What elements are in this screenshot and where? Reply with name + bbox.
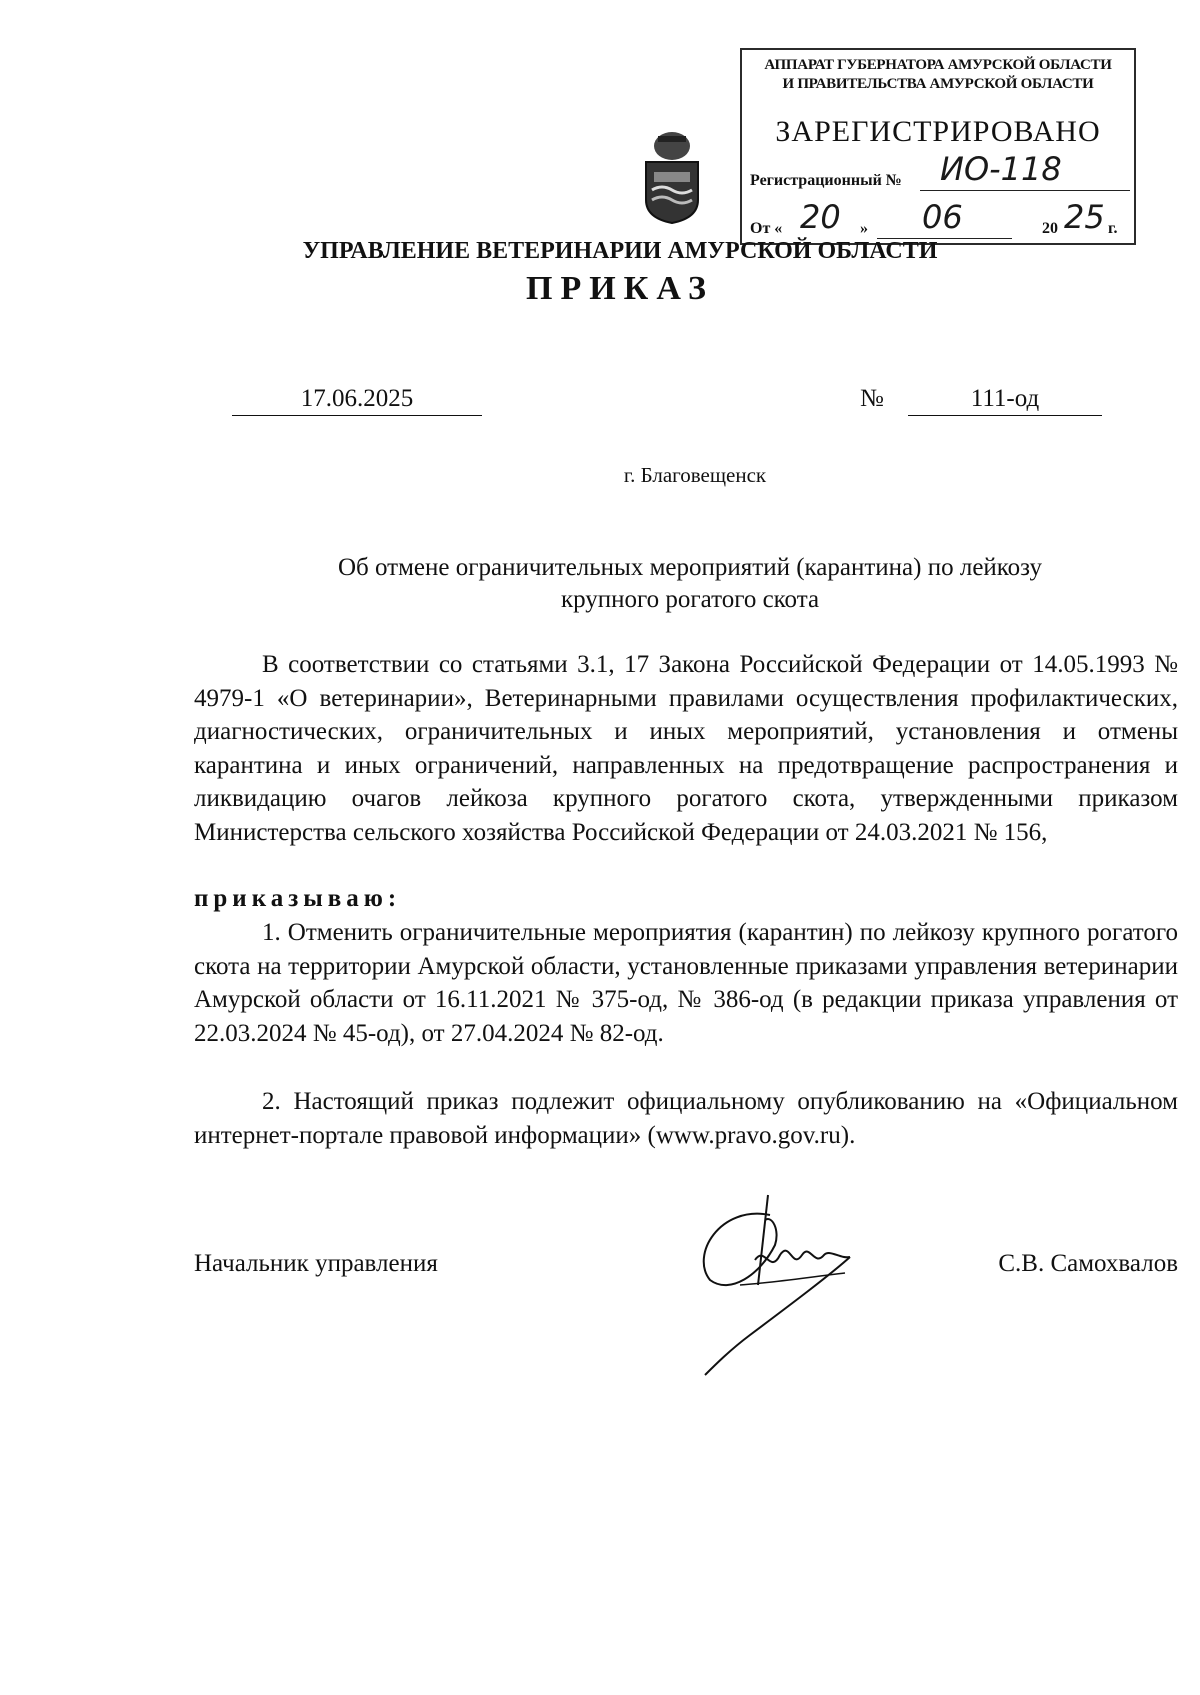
number-sign: № (860, 385, 884, 412)
stamp-date-day: 20 (800, 198, 841, 236)
date-underline (232, 415, 482, 416)
stamp-org-line1: АППАРАТ ГУБЕРНАТОРА АМУРСКОЙ ОБЛАСТИ (764, 57, 1112, 73)
document-number: 111-од (970, 385, 1040, 412)
order-item-2: 2. Настоящий приказ подлежит официальному опубликованию на «Официальном интернет-портале правовой информации» (www.pravo.gov.ru). (194, 1088, 1178, 1149)
stamp-org-line2: И ПРАВИТЕЛЬСТВА АМУРСКОЙ ОБЛАСТИ (782, 76, 1094, 92)
handwritten-signature (680, 1185, 900, 1405)
number-underline (908, 415, 1102, 416)
order-item-1: 1. Отменить ограничительные мероприятия (карантин) по лейкозу крупного рогатого скота на территории Амурской области, установленные приказами управления ветеринарии Амурской области от 16.11.2021 № 375-од, № 386-од (в редакции приказа управления от 22.03.2024 № 45-од), от 27.04.2024 № 82-од. (194, 919, 1178, 1047)
stamp-date-prefix: От « (750, 220, 783, 237)
document-subject (200, 552, 1180, 616)
stamp-date-month: 06 (922, 198, 963, 236)
stamp-year-suffix: 25 (1064, 198, 1105, 236)
document-date: 17.06.2025 (300, 385, 414, 412)
stamp-reg-label: Регистрационный № (750, 172, 902, 189)
subject-line-2: крупного рогатого скота (560, 586, 820, 613)
organization-heading: УПРАВЛЕНИЕ ВЕТЕРИНАРИИ АМУРСКОЙ ОБЛАСТИ (302, 238, 938, 264)
stamp-reg-number: ИО-118 (940, 150, 1062, 188)
stamp-year-letter: г. (1108, 220, 1118, 237)
preamble-paragraph: В соответствии со статьями 3.1, 17 Закона Российской Федерации от 14.05.1993 № 4979-1 «О ветеринарии», Ветеринарными правилами осуществления профилактических, диагностических, ограничительных и иных мероприятий, установления и отмены карантина и иных ограничений, направленных на предотвращение распространения и ликвидацию очагов лейкоза крупного рогатого скота, утвержденными приказом Министерства сельского хозяйства Российской Федерации от 24.03.2021 № 156, (194, 651, 1178, 846)
stamp-reg-underline (920, 190, 1130, 191)
city-label: г. Благовещенск (623, 463, 767, 487)
registration-stamp (740, 48, 1136, 245)
order-word: приказываю: (194, 885, 402, 912)
stamp-year-prefix: 20 (1042, 220, 1058, 237)
document-type-title: ПРИКАЗ (526, 270, 714, 307)
stamp-date-quote: » (860, 220, 868, 237)
signer-role: Начальник управления (194, 1250, 438, 1277)
stamp-registered: ЗАРЕГИСТРИРОВАНО (775, 115, 1101, 148)
signer-name: С.В. Самохвалов (998, 1250, 1178, 1277)
coat-of-arms-icon (638, 128, 706, 224)
subject-line-1: Об отмене ограничительных мероприятий (карантина) по лейкозу (337, 554, 1043, 581)
